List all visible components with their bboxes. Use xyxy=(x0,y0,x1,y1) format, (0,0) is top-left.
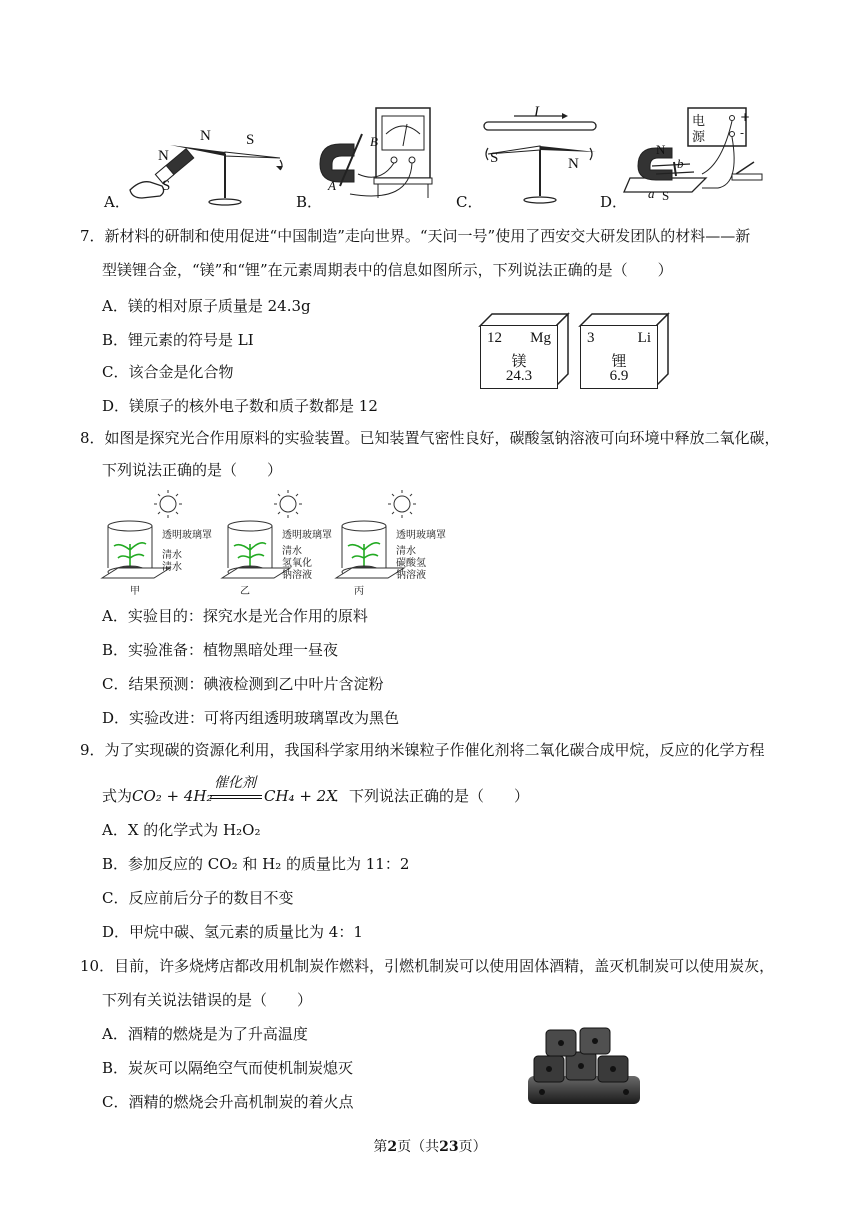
mg-atomic-mass: 24.3 xyxy=(505,368,533,384)
q10-option-b: B．炭灰可以隔绝空气而使机制炭熄灭 xyxy=(102,1059,354,1077)
q8-stem-line-1: 8．如图是探究光合作用原料的实验装置。已知装置气密性良好，碳酸氢钠溶液可向环境中释放二氧化碳， xyxy=(80,429,780,447)
footer-page-number: 2 xyxy=(387,1139,398,1155)
footer-prefix: 第 xyxy=(373,1139,388,1155)
q7-option-a: A．镁的相对原子质量是 24.3g xyxy=(102,297,311,315)
figure-option-d: D． xyxy=(600,193,628,211)
apparatus-yi-dish-2: 钠溶液 xyxy=(282,570,312,581)
q9-option-d: D．甲烷中碳、氢元素的质量比为 4：1 xyxy=(102,923,363,941)
fig-b-b-label: B xyxy=(370,134,378,149)
apparatus-jia-cover: 透明玻璃罩 xyxy=(162,530,212,541)
fig-c-n-label: N xyxy=(568,156,579,172)
q7-option-c: C．该合金是化合物 xyxy=(102,363,234,381)
q10-option-c: C．酒精的燃烧会升高机制炭的着火点 xyxy=(102,1093,354,1111)
mg-atomic-number: 12 xyxy=(487,330,502,346)
element-card-mg xyxy=(478,312,570,388)
page-footer xyxy=(0,1136,860,1156)
fig-a-s-label: S xyxy=(246,132,255,148)
figure-option-b: B． xyxy=(296,193,323,211)
fig-a-magnet-s-label: S xyxy=(162,178,171,194)
q7-option-b: B．锂元素的符号是 LI xyxy=(102,331,254,349)
apparatus-yi xyxy=(220,488,338,596)
figure-option-c: C． xyxy=(456,193,483,211)
apparatus-yi-dish: 氢氧化 xyxy=(282,558,312,569)
q9-option-c: C．反应前后分子的数目不变 xyxy=(102,889,294,907)
q10-stem-line-2: 下列有关说法错误的是（ ） xyxy=(102,991,313,1009)
fig-c-s-label: S xyxy=(490,150,499,166)
apparatus-bing-label: 丙 xyxy=(354,586,364,597)
q7-option-d: D．镁原子的核外电子数和质子数都是 12 xyxy=(102,397,378,415)
q9-eq-right: CH₄ + 2X xyxy=(264,787,337,805)
q9-stem-line-1: 9．为了实现碳的资源化利用，我国科学家用纳米镍粒子作催化剂将二氧化碳合成甲烷，反应的化学方程 xyxy=(80,741,765,759)
fig-c-current-label: I xyxy=(534,104,539,120)
li-atomic-number: 3 xyxy=(587,330,595,346)
charcoal-briquettes-image xyxy=(522,1016,646,1112)
q9-eq-prefix: 式为 xyxy=(102,787,133,805)
apparatus-bing-dish-2: 钠溶液 xyxy=(396,570,426,581)
figure-a-compass-magnet xyxy=(120,110,300,210)
fig-d-s-label: S xyxy=(662,188,670,203)
figure-b-generator-ammeter xyxy=(310,104,440,210)
q10-option-a: A．酒精的燃烧是为了升高温度 xyxy=(102,1025,308,1043)
fig-d-power-label-1: 电 xyxy=(692,114,706,129)
mg-name: 镁 xyxy=(511,352,527,370)
fig-d-plus-label: + xyxy=(740,110,751,124)
fig-d-b-label: b xyxy=(677,156,684,171)
q8-option-a: A．实验目的：探究水是光合作用的原料 xyxy=(102,607,368,625)
fig-a-n-label: N xyxy=(200,128,211,144)
fig-a-magnet-n-label: N xyxy=(158,148,169,164)
q9-option-b: B．参加反应的 CO₂ 和 H₂ 的质量比为 11：2 xyxy=(102,855,410,873)
li-symbol: Li xyxy=(637,330,651,346)
q8-option-b: B．实验准备：植物黑暗处理一昼夜 xyxy=(102,641,339,659)
apparatus-bing-dish: 碳酸氢 xyxy=(396,558,426,569)
q7-stem-line-1: 7．新材料的研制和使用促进“中国制造”走向世界。“天问一号”使用了西安交大研发团队的材料——新 xyxy=(80,227,751,245)
q9-eq-arrow xyxy=(210,795,262,796)
q9-equation-line xyxy=(102,772,802,808)
figure-option-a: A． xyxy=(104,193,130,211)
apparatus-jia-inner: 清水 xyxy=(162,550,182,561)
figure-row xyxy=(0,100,860,212)
li-name: 锂 xyxy=(611,352,627,370)
footer-total-pages: 23 xyxy=(439,1139,459,1155)
q8-option-d: D．实验改进：可将丙组透明玻璃罩改为黑色 xyxy=(102,709,400,727)
q9-eq-left: CO₂ + 4H₂ xyxy=(132,787,213,805)
apparatus-bing-inner: 清水 xyxy=(396,546,416,557)
q8-stem-line-2: 下列说法正确的是（ ） xyxy=(102,461,283,479)
apparatus-bing-cover: 透明玻璃罩 xyxy=(396,530,446,541)
fig-d-a-label: a xyxy=(648,186,655,201)
q10-stem-line-1: 10．目前，许多烧烤店都改用机制炭作燃料，引燃机制炭可以使用固体酒精，盖灭机制炭可以使用炭灰， xyxy=(80,957,775,975)
apparatus-jia-dish: 清水 xyxy=(162,562,182,573)
apparatus-jia xyxy=(100,488,218,596)
footer-mid: 页（共 xyxy=(397,1139,440,1155)
fig-d-n-label: N xyxy=(656,142,666,157)
fig-d-minus-label: - xyxy=(740,126,745,140)
apparatus-bing xyxy=(334,488,452,596)
apparatus-yi-label: 乙 xyxy=(240,586,250,597)
apparatus-jia-label: 甲 xyxy=(130,586,140,597)
footer-suffix: 页） xyxy=(458,1139,487,1155)
mg-symbol: Mg xyxy=(530,330,551,346)
fig-d-power-label-2: 源 xyxy=(692,130,706,145)
q9-option-a: A．X 的化学式为 H₂O₂ xyxy=(102,821,261,839)
q7-stem-line-2: 型镁锂合金，“镁”和“锂”在元素周期表中的信息如图所示，下列说法正确的是（ ） xyxy=(102,261,673,279)
apparatus-yi-cover: 透明玻璃罩 xyxy=(282,530,332,541)
fig-b-a-label: A xyxy=(328,178,336,193)
q8-option-c: C．结果预测：碘液检测到乙中叶片含淀粉 xyxy=(102,675,384,693)
q9-eq-suffix: ．下列说法正确的是（ ） xyxy=(334,787,530,805)
li-atomic-mass: 6.9 xyxy=(609,368,629,384)
apparatus-yi-inner: 清水 xyxy=(282,546,302,557)
element-card-li xyxy=(578,312,670,388)
q9-eq-catalyst: 催化剂 xyxy=(214,775,256,791)
